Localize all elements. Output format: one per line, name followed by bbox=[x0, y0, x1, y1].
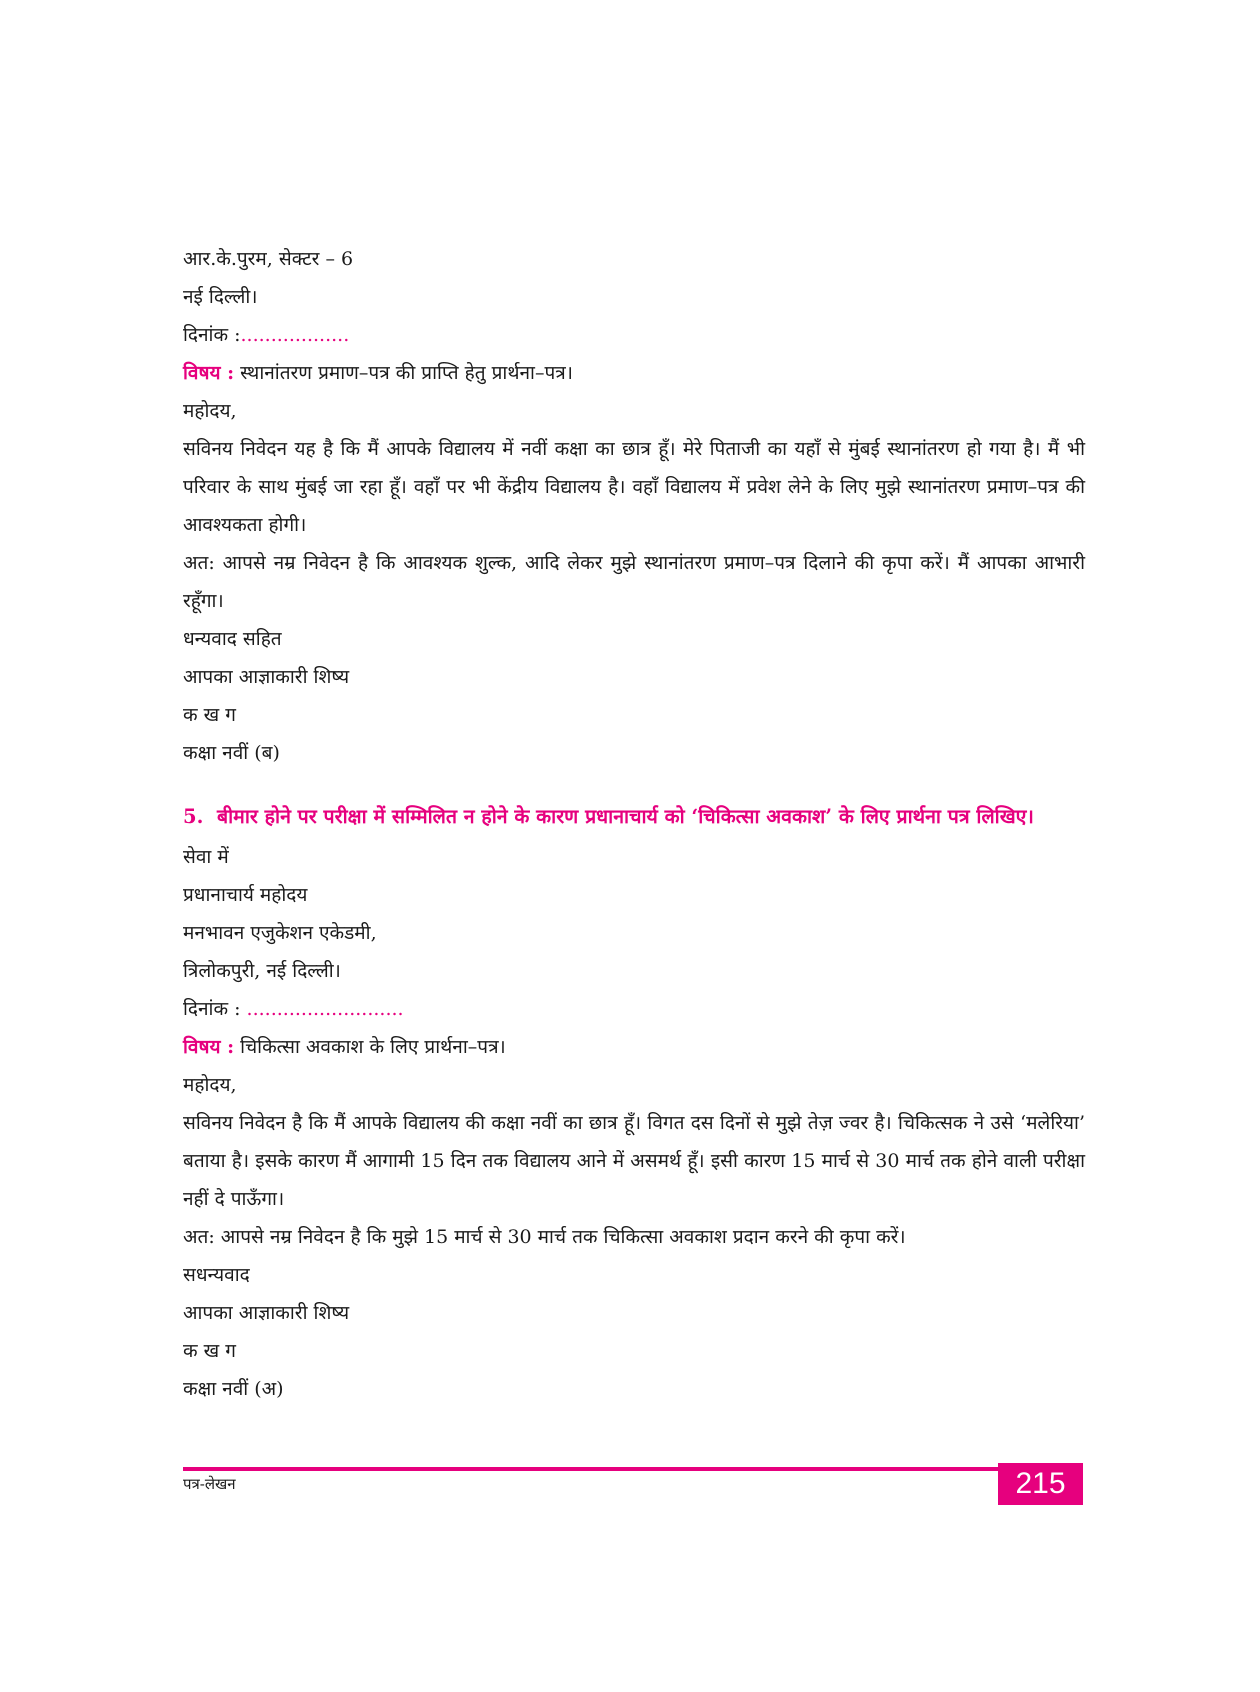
letter-1 bbox=[183, 240, 1085, 772]
subject-text: चिकित्सा अवकाश के लिए प्रार्थना–पत्र। bbox=[234, 1036, 506, 1058]
date-placeholder: .................. bbox=[240, 324, 350, 346]
page-content bbox=[183, 240, 1085, 1408]
closing-line: सधन्यवाद bbox=[183, 1264, 250, 1286]
closing-line: कक्षा नवीं (अ) bbox=[183, 1378, 284, 1400]
closing-line: कक्षा नवीं (ब) bbox=[183, 742, 280, 764]
date-line bbox=[183, 316, 1085, 354]
question-text: बीमार होने पर परीक्षा में सम्मिलित न होने के कारण प्रधानाचार्य को ‘चिकित्सा अवकाश’ के लिए प्रार्थना पत्र लिखिए। bbox=[217, 805, 1034, 828]
subject-line bbox=[183, 1028, 1085, 1066]
closing-line: आपका आज्ञाकारी शिष्य bbox=[183, 1302, 350, 1324]
address-line: मनभावन एजुकेशन एकेडमी, bbox=[183, 922, 377, 944]
letter-body: सविनय निवेदन यह है कि मैं आपके विद्यालय में नवीं कक्षा का छात्र हूँ। मेरे पिताजी का यहाँ से मुंबई स्थानांतरण हो गया है। मैं भी परिवार के साथ मुंबई जा रहा हूँ। वहाँ पर भी केंद्रीय विद्यालय है। वहाँ विद्यालय में प्रवेश लेने के लिए मुझे स्थानांतरण प्रमाण–पत्र की आवश्यकता होगी। bbox=[183, 438, 1085, 536]
subject-label: विषय : bbox=[183, 362, 235, 384]
address-line: नई दिल्ली। bbox=[183, 286, 258, 308]
date-line bbox=[183, 990, 1085, 1028]
letter-2 bbox=[183, 838, 1085, 1408]
closing-line: क ख ग bbox=[183, 704, 236, 726]
address-line: प्रधानाचार्य महोदय bbox=[183, 884, 308, 906]
footer-divider bbox=[183, 1467, 1003, 1471]
address-line: त्रिलोकपुरी, नई दिल्ली। bbox=[183, 960, 341, 982]
letter-body: सविनय निवेदन है कि मैं आपके विद्यालय की कक्षा नवीं का छात्र हूँ। विगत दस दिनों से मुझे तेज़ ज्वर है। चिकित्सक ने उसे ‘मलेरिया’ बताया है। इसके कारण मैं आगामी 15 दिन तक विद्यालय आने में असमर्थ हूँ। इसी कारण 15 मार्च से 30 मार्च तक होने वाली परीक्षा नहीं दे पाऊँगा। bbox=[183, 1112, 1085, 1210]
closing-line: धन्यवाद सहित bbox=[183, 628, 282, 650]
subject-line bbox=[183, 354, 1085, 392]
letter-request: अत: आपसे नम्र निवेदन है कि मुझे 15 मार्च से 30 मार्च तक चिकित्सा अवकाश प्रदान करने की कृपा करें। bbox=[183, 1226, 906, 1248]
closing-line: क ख ग bbox=[183, 1340, 236, 1362]
question-heading bbox=[183, 798, 1085, 836]
footer-chapter-label: पत्र-लेखन bbox=[183, 1475, 236, 1493]
subject-text: स्थानांतरण प्रमाण–पत्र की प्राप्ति हेतु प्रार्थना–पत्र। bbox=[234, 362, 573, 384]
salutation: महोदय, bbox=[183, 400, 237, 422]
page-number-badge: 215 bbox=[998, 1463, 1083, 1505]
date-label: दिनांक : bbox=[183, 998, 241, 1020]
date-placeholder: .......................... bbox=[240, 998, 404, 1020]
subject-label: विषय : bbox=[183, 1036, 235, 1058]
date-label: दिनांक : bbox=[183, 324, 241, 346]
letter-request: अत: आपसे नम्र निवेदन है कि आवश्यक शुल्क, आदि लेकर मुझे स्थानांतरण प्रमाण–पत्र दिलाने की कृपा करें। मैं आपका आभारी रहूँगा। bbox=[183, 552, 1085, 612]
closing-line: आपका आज्ञाकारी शिष्य bbox=[183, 666, 350, 688]
address-line: सेवा में bbox=[183, 846, 229, 868]
salutation: महोदय, bbox=[183, 1074, 237, 1096]
address-line: आर.के.पुरम, सेक्टर – 6 bbox=[183, 248, 354, 270]
question-number: 5. bbox=[183, 805, 204, 828]
